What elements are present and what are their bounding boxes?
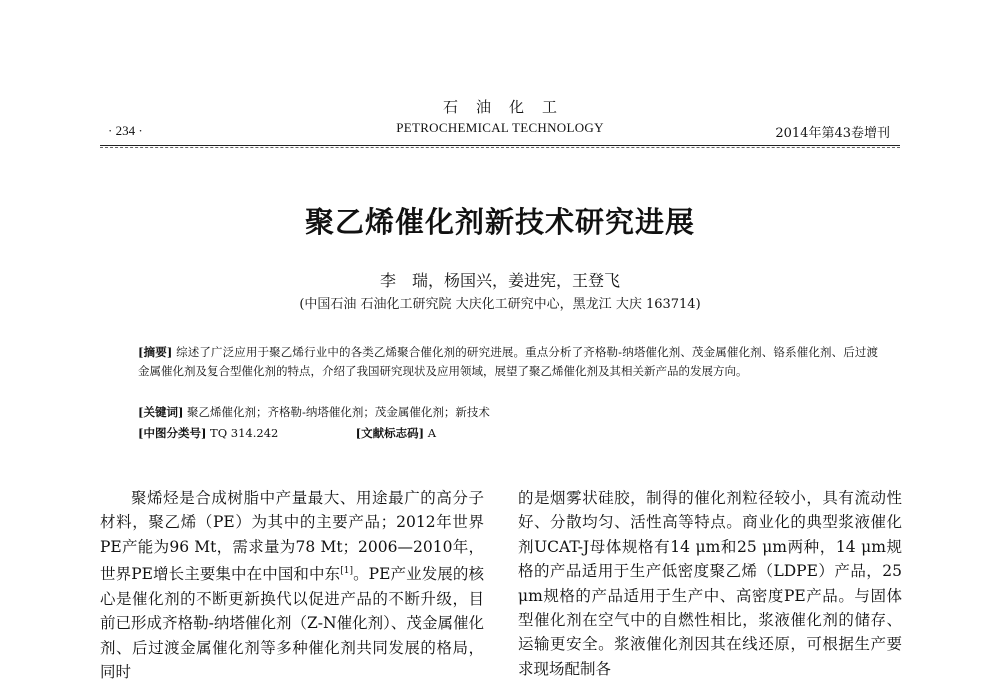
header-divider <box>100 145 900 146</box>
document-code-value: A <box>427 426 437 440</box>
keywords-label: [关键词] <box>138 405 184 419</box>
article-affiliation: (中国石油 石油化工研究院 大庆化工研究中心，黑龙江 大庆 163714) <box>299 297 701 312</box>
body-column-right <box>518 486 902 684</box>
abstract-text: 综述了广泛应用于聚乙烯行业中的各类乙烯聚合催化剂的研究进展。重点分析了齐格勒-纳塔催化剂、茂金属催化剂、铬系催化剂、后过渡金属催化剂及复合型催化剂的特点，介绍了我国研究现状及应用领域，展望了聚乙烯催化剂及其相关新产品的发展方向。 <box>138 345 878 378</box>
abstract-label: [摘要] <box>138 345 173 359</box>
reference-marker: [1] <box>340 566 353 577</box>
body-text-left-rest: 。PE产业发展的核心是催化剂的不断更新换代以促进产品的不断升级，目前已形成齐格勒-纳塔催化剂（Z-N催化剂）、茂金属催化剂、后过渡金属催化剂等多种催化剂共同发展的格局，同时 <box>100 565 484 681</box>
page-number: · 234 · <box>108 123 143 138</box>
issue-info: 2014年第43卷增刊 <box>775 126 890 141</box>
keywords <box>138 404 490 420</box>
article-title: 聚乙烯催化剂新技术研究进展 <box>304 205 695 239</box>
keywords-text: 聚乙烯催化剂；齐格勒-纳塔催化剂；茂金属催化剂；新技术 <box>187 405 490 419</box>
journal-title-en: PETROCHEMICAL TECHNOLOGY <box>396 120 604 135</box>
abstract <box>138 343 878 381</box>
classification-value: TQ 314.242 <box>210 426 279 440</box>
classification-row <box>138 425 436 441</box>
body-paragraph <box>100 486 484 684</box>
body-column-left <box>100 486 484 684</box>
document-code-label: [文献标志码] <box>355 426 425 440</box>
body-text-left: 聚烯烃是合成树脂中产量最大、用途最广的高分子材料，聚乙烯（PE）为其中的主要产品；2012年世界PE产能为96 Mt，需求量为78 Mt；2006—2010年，世界PE增长主要集中在中国和中东 <box>100 489 484 584</box>
article-authors: 李 瑞，杨国兴，姜进宪，王登飞 <box>379 271 620 290</box>
classification-label: [中图分类号] <box>138 426 207 440</box>
body-paragraph: 的是烟雾状硅胶，制得的催化剂粒径较小，具有流动性好、分散均匀、活性高等特点。商业化的典型浆液催化剂UCAT-J母体规格有14 μm和25 μm两种，14 μm规格的产品适用于生产低密度聚乙烯（LDPE）产品，25 μm规格的产品适用于生产中、高密度PE产品。与固体型催化剂在空气中的自燃性相比，浆液催化剂的储存、运输更安全。浆液催化剂因其在线还原，可根据生产要求现场配制各 <box>518 489 902 678</box>
journal-title-cn: 石油化工 <box>442 98 575 116</box>
